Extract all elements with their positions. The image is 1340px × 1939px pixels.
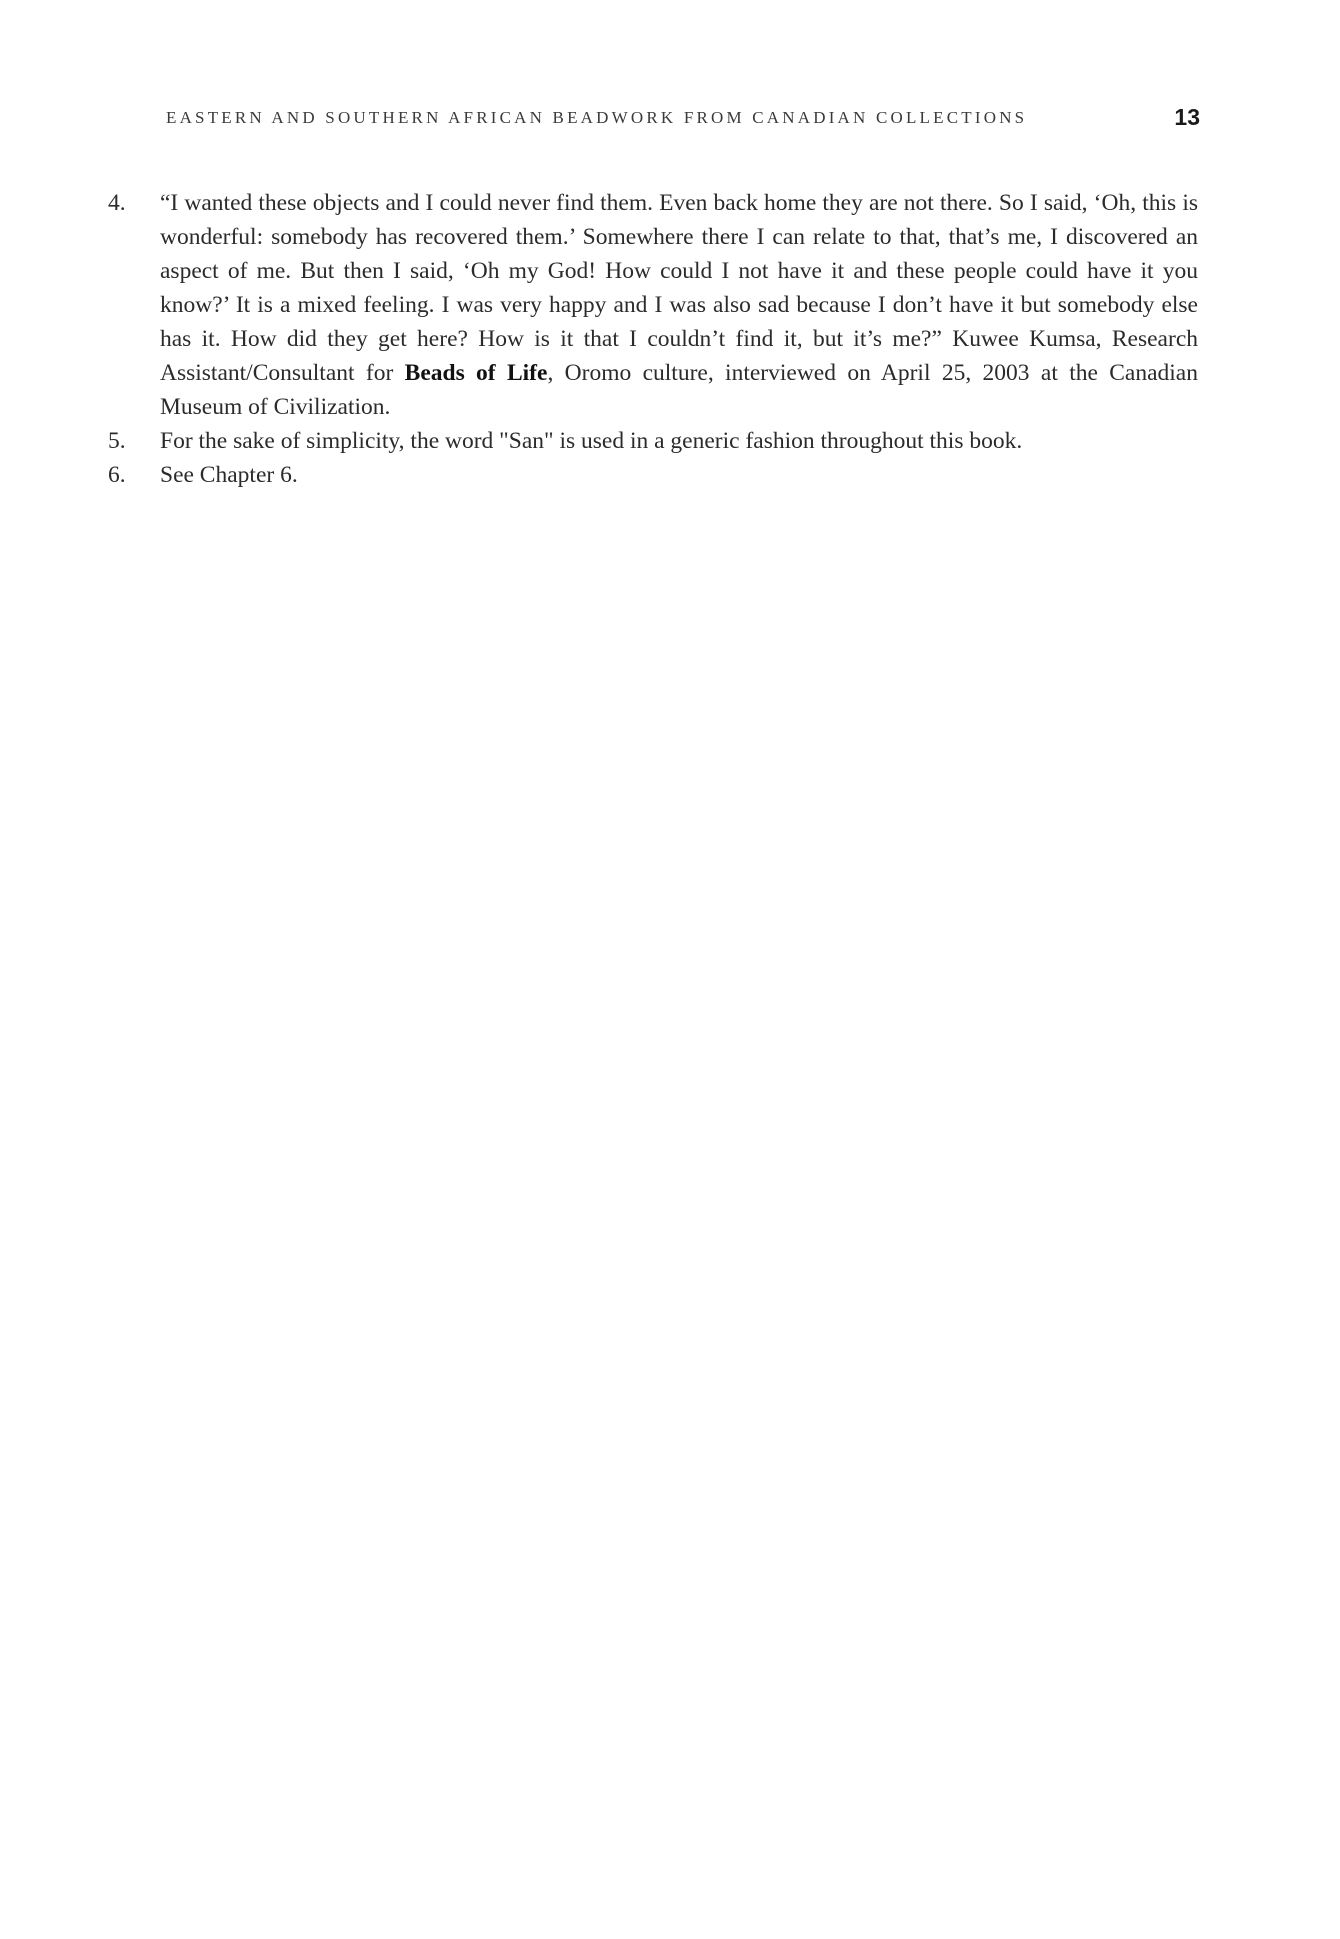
page-number: 13: [1174, 104, 1200, 130]
endnote-number: 6.: [108, 462, 126, 488]
endnote-6: [108, 458, 1198, 492]
endnote-text: For the sake of simplicity, the word "San" is used in a generic fashion throughout this book.: [160, 428, 1023, 454]
endnote-4: [108, 186, 1198, 424]
endnote-5: [108, 424, 1198, 458]
endnote-text: See Chapter 6.: [160, 462, 298, 488]
endnote-number: 4.: [108, 190, 126, 216]
endnote-text: [160, 190, 1198, 420]
exhibition-title: Beads of Life: [404, 360, 548, 386]
endnote-attribution: , Oromo culture, interviewed on April 25, 2003 at the Canadian Museum of Civilization.: [160, 360, 1198, 420]
endnote-quote: “I wanted these objects and I could never find them. Even back home they are not there. So I said, ‘Oh, this is wonderful: somebody has recovered them.’ Somewhere there I can relate to that, that’s me, I discovered an aspect of me. But then I said, ‘Oh my God! How could I not have it and these people could have it you know?’ It is a mixed feeling. I was very happy and I was also sad because I don’t have it but somebody else has it. How did they get here? How is it that I couldn’t find it, but it’s me?” Kuwee Kumsa, Research Assistant/Consultant for: [160, 190, 1198, 386]
running-title: EASTERN AND SOUTHERN AFRICAN BEADWORK FROM CANADIAN COLLECTIONS: [166, 108, 1028, 127]
running-header: [160, 104, 1200, 134]
endnote-number: 5.: [108, 428, 126, 454]
endnotes-list: [108, 186, 1198, 492]
